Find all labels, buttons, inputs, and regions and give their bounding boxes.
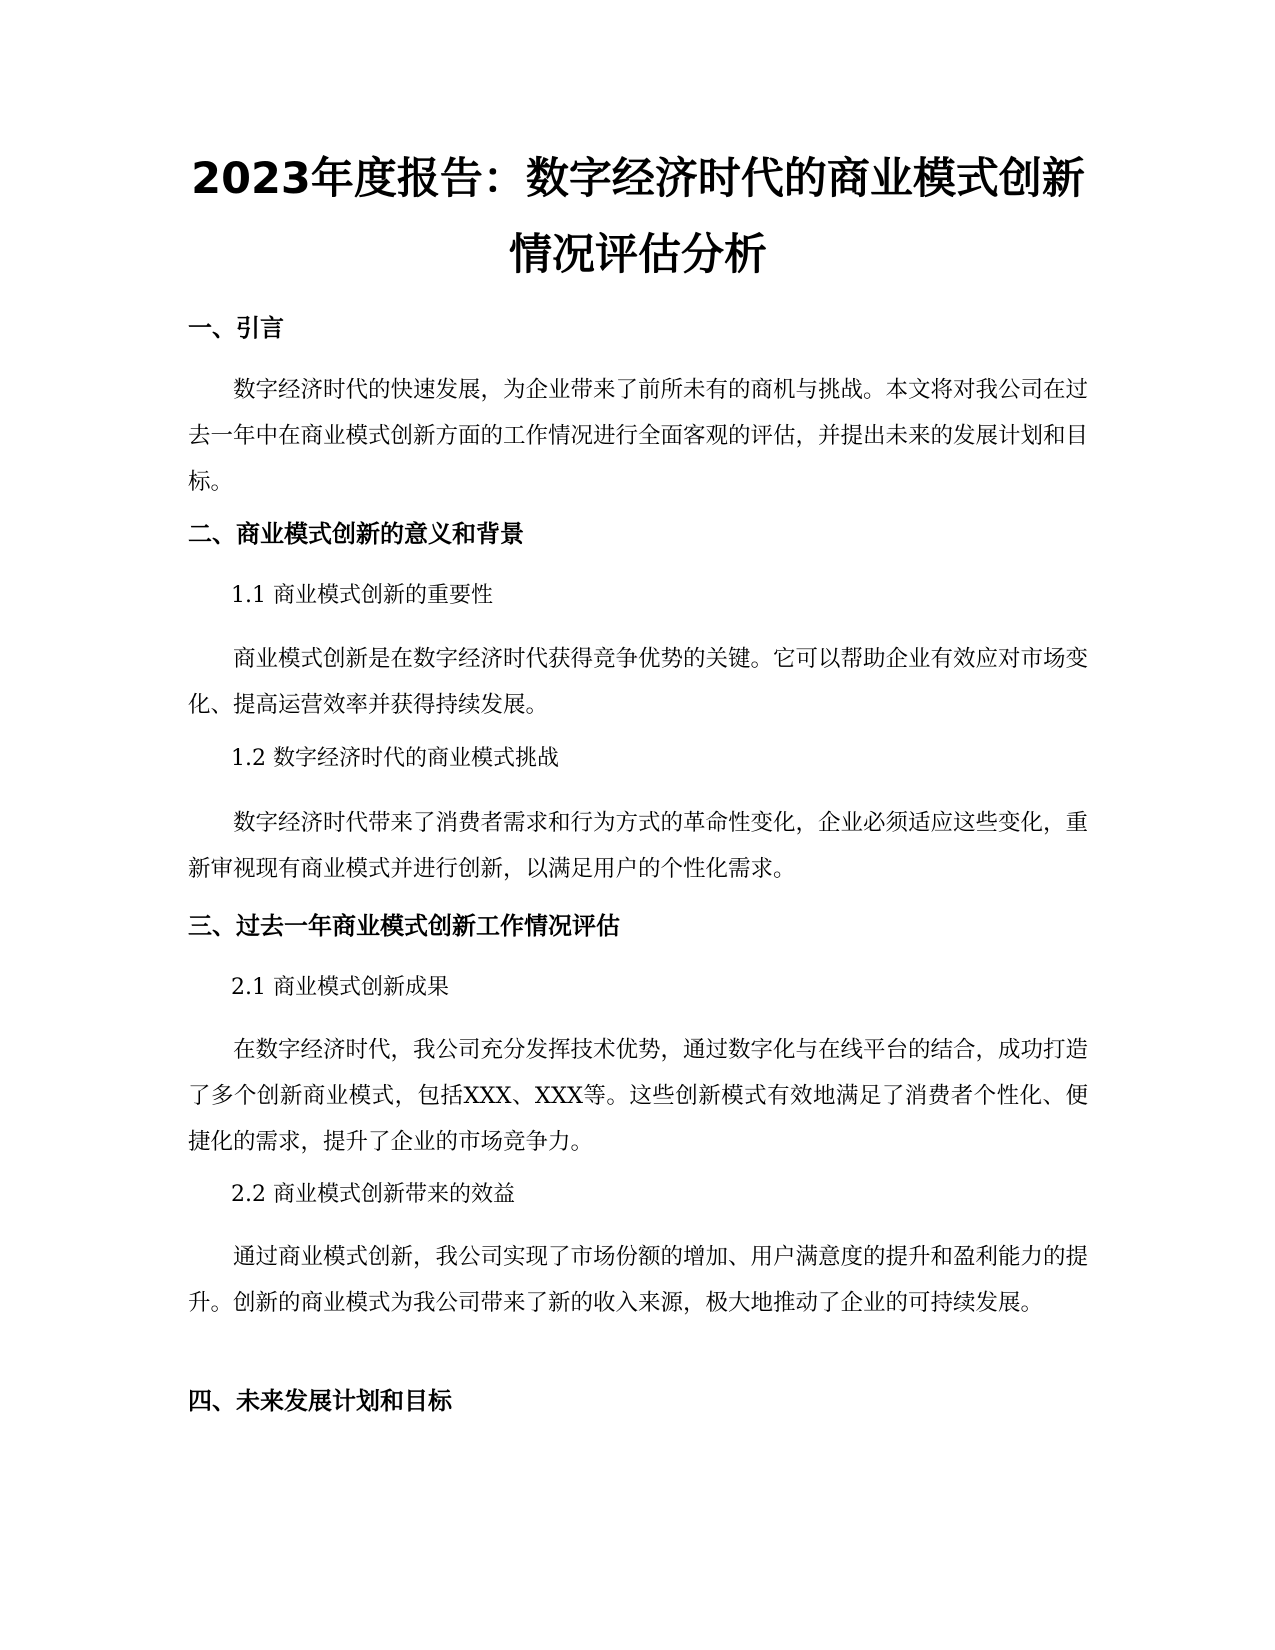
subsection-heading-1-2: 1.2 数字经济时代的商业模式挑战 xyxy=(231,746,559,771)
document-page xyxy=(188,0,1088,1650)
subsection-heading-2-1: 2.1 商业模式创新成果 xyxy=(231,975,449,1000)
section-paragraph-introduction: 数字经济时代的快速发展，为企业带来了前所未有的商机与挑战。本文将对我公司在过去一年中在商业模式创新方面的工作情况进行全面客观的评估，并提出未来的发展计划和目标。 xyxy=(188,377,1089,495)
subsection-paragraph-2-1: 在数字经济时代，我公司充分发挥技术优势，通过数字化与在线平台的结合，成功打造了多个创新商业模式，包括XXX、XXX等。这些创新模式有效地满足了消费者个性化、便捷化的需求，提升了企业的市场竞争力。 xyxy=(188,1037,1089,1155)
subsection-heading-2-2: 2.2 商业模式创新带来的效益 xyxy=(231,1182,515,1207)
subsection-paragraph-2-2: 通过商业模式创新，我公司实现了市场份额的增加、用户满意度的提升和盈利能力的提升。创新的商业模式为我公司带来了新的收入来源，极大地推动了企业的可持续发展。 xyxy=(188,1244,1089,1316)
section-heading-future-plans: 四、未来发展计划和目标 xyxy=(188,1387,452,1415)
subsection-paragraph-1-1: 商业模式创新是在数字经济时代获得竞争优势的关键。它可以帮助企业有效应对市场变化、提高运营效率并获得持续发展。 xyxy=(188,646,1089,718)
section-heading-introduction: 一、引言 xyxy=(188,314,284,342)
section-heading-evaluation: 三、过去一年商业模式创新工作情况评估 xyxy=(188,912,620,940)
document-title: 2023年度报告：数字经济时代的商业模式创新情况评估分析 xyxy=(191,154,1085,280)
subsection-heading-1-1: 1.1 商业模式创新的重要性 xyxy=(231,583,493,608)
subsection-paragraph-1-2: 数字经济时代带来了消费者需求和行为方式的革命性变化，企业必须适应这些变化，重新审视现有商业模式并进行创新，以满足用户的个性化需求。 xyxy=(188,810,1089,882)
section-heading-significance: 二、商业模式创新的意义和背景 xyxy=(188,520,524,548)
